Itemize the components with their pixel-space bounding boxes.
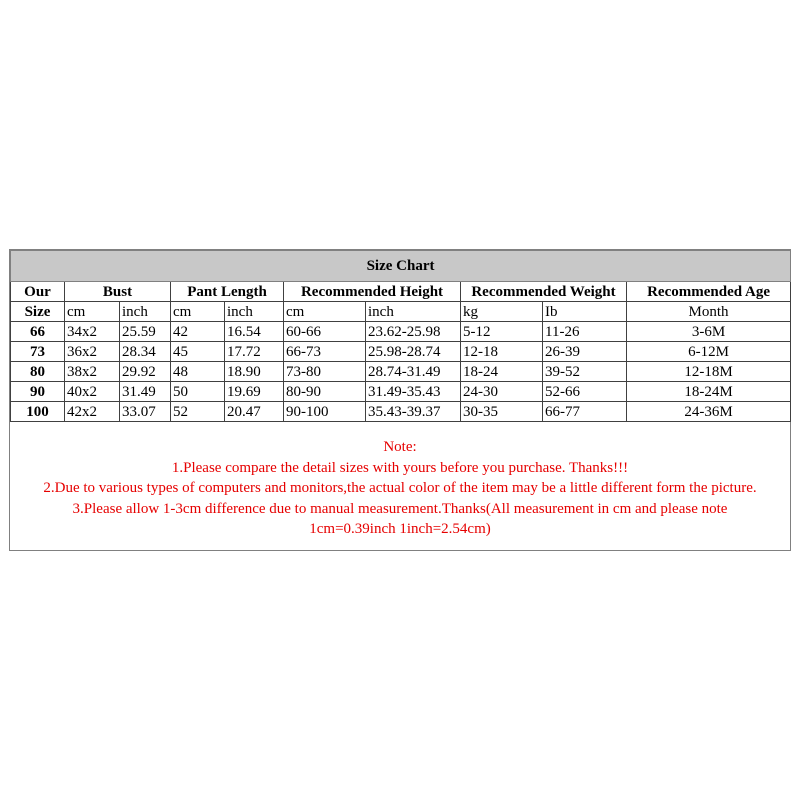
- cell-pant-cm: 42: [171, 322, 225, 342]
- cell-pant-inch: 19.69: [225, 382, 284, 402]
- cell-age: 18-24M: [627, 382, 791, 402]
- cell-height-inch: 31.49-35.43: [366, 382, 461, 402]
- cell-pant-cm: 48: [171, 362, 225, 382]
- note-line-1: 1.Please compare the detail sizes with yours before you purchase. Thanks!!!: [171, 459, 629, 476]
- table-row: [11, 342, 791, 362]
- cell-weight-kg: 5-12: [461, 322, 543, 342]
- cell-weight-lb: 26-39: [543, 342, 627, 362]
- note-block: [10, 437, 790, 540]
- size-chart-panel: [9, 249, 791, 551]
- size-chart-table: [10, 250, 791, 422]
- cell-bust-inch: 28.34: [120, 342, 171, 362]
- unit-header-height-cm: cm: [284, 302, 366, 322]
- cell-size: 73: [11, 342, 65, 362]
- unit-header-bust-inch: inch: [120, 302, 171, 322]
- cell-bust-inch: 31.49: [120, 382, 171, 402]
- unit-header-pant-inch: inch: [225, 302, 284, 322]
- cell-bust-cm: 42x2: [65, 402, 120, 422]
- col-header-our: Our: [11, 282, 65, 302]
- cell-pant-inch: 17.72: [225, 342, 284, 362]
- cell-bust-inch: 25.59: [120, 322, 171, 342]
- cell-bust-cm: 36x2: [65, 342, 120, 362]
- cell-bust-cm: 40x2: [65, 382, 120, 402]
- note-line-3: 3.Please allow 1-3cm difference due to manual measurement.Thanks(All measurement in cm and please note: [72, 500, 728, 517]
- cell-weight-lb: 66-77: [543, 402, 627, 422]
- cell-height-cm: 90-100: [284, 402, 366, 422]
- cell-size: 66: [11, 322, 65, 342]
- cell-pant-cm: 45: [171, 342, 225, 362]
- cell-height-inch: 28.74-31.49: [366, 362, 461, 382]
- note-line-2: 2.Due to various types of computers and monitors,the actual color of the item may be a little different form the picture.: [43, 480, 757, 496]
- cell-age: 6-12M: [627, 342, 791, 362]
- table-row: [11, 362, 791, 382]
- col-header-pant-length: Pant Length: [171, 282, 284, 302]
- cell-pant-inch: 18.90: [225, 362, 284, 382]
- unit-header-pant-cm: cm: [171, 302, 225, 322]
- cell-height-cm: 80-90: [284, 382, 366, 402]
- cell-weight-kg: 30-35: [461, 402, 543, 422]
- unit-header-weight-lb: Ib: [543, 302, 627, 322]
- cell-weight-kg: 12-18: [461, 342, 543, 362]
- cell-weight-lb: 39-52: [543, 362, 627, 382]
- cell-bust-inch: 29.92: [120, 362, 171, 382]
- unit-header-bust-cm: cm: [65, 302, 120, 322]
- cell-age: 3-6M: [627, 322, 791, 342]
- cell-height-inch: 35.43-39.37: [366, 402, 461, 422]
- table-row: [11, 382, 791, 402]
- cell-height-cm: 60-66: [284, 322, 366, 342]
- cell-weight-lb: 52-66: [543, 382, 627, 402]
- cell-pant-cm: 52: [171, 402, 225, 422]
- cell-weight-kg: 24-30: [461, 382, 543, 402]
- table-row: [11, 322, 791, 342]
- unit-header-height-inch: inch: [366, 302, 461, 322]
- cell-size: 100: [11, 402, 65, 422]
- unit-header-age-month: Month: [627, 302, 791, 322]
- unit-header-size: Size: [11, 302, 65, 322]
- col-header-bust: Bust: [65, 282, 171, 302]
- note-line-4: 1cm=0.39inch 1inch=2.54cm): [309, 521, 491, 537]
- cell-height-cm: 73-80: [284, 362, 366, 382]
- cell-pant-cm: 50: [171, 382, 225, 402]
- col-header-recommended-age: Recommended Age: [627, 282, 791, 302]
- col-header-recommended-weight: Recommended Weight: [461, 282, 627, 302]
- table-title: Size Chart: [11, 251, 791, 282]
- cell-age: 12-18M: [627, 362, 791, 382]
- cell-age: 24-36M: [627, 402, 791, 422]
- table-row: [11, 402, 791, 422]
- unit-header-weight-kg: kg: [461, 302, 543, 322]
- cell-bust-cm: 38x2: [65, 362, 120, 382]
- cell-bust-inch: 33.07: [120, 402, 171, 422]
- cell-size: 90: [11, 382, 65, 402]
- note-heading: Note:: [383, 439, 417, 455]
- cell-weight-lb: 11-26: [543, 322, 627, 342]
- cell-bust-cm: 34x2: [65, 322, 120, 342]
- cell-size: 80: [11, 362, 65, 382]
- col-header-recommended-height: Recommended Height: [284, 282, 461, 302]
- cell-height-cm: 66-73: [284, 342, 366, 362]
- cell-pant-inch: 20.47: [225, 402, 284, 422]
- table-body: [11, 322, 791, 422]
- cell-height-inch: 25.98-28.74: [366, 342, 461, 362]
- cell-pant-inch: 16.54: [225, 322, 284, 342]
- cell-height-inch: 23.62-25.98: [366, 322, 461, 342]
- cell-weight-kg: 18-24: [461, 362, 543, 382]
